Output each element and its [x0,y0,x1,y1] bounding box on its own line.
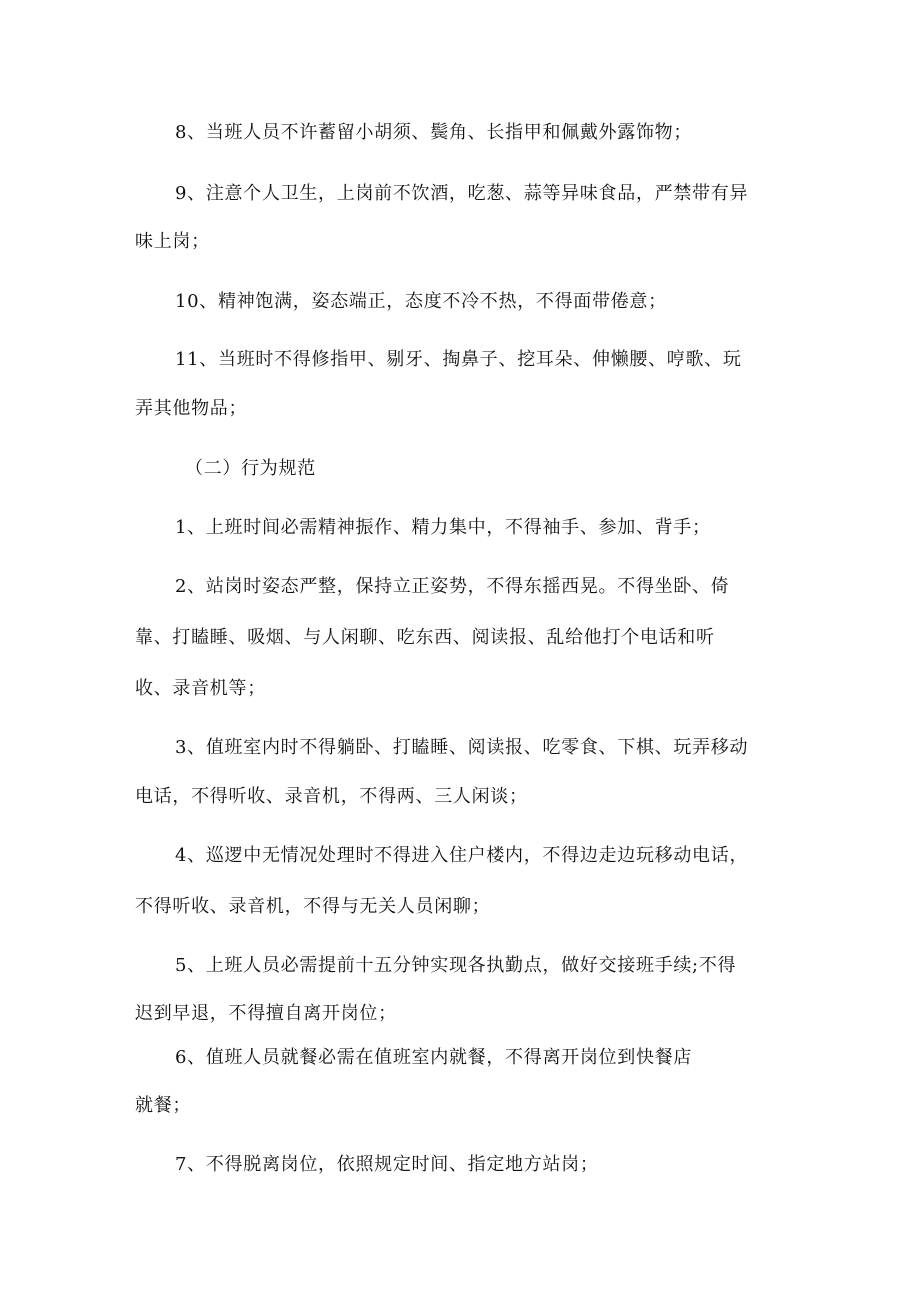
behavior-item-2-line-3: 收、录音机等； [135,678,266,699]
behavior-item-4-line-2: 不得听收、录音机，不得与无关人员闲聊； [135,896,491,917]
behavior-item-1-line-1: 1、上班时间必需精神振作、精力集中，不得袖手、参加、背手； [175,517,711,538]
rule-item-11-line-2: 弄其他物品； [135,398,248,419]
behavior-item-2-line-2: 靠、打瞌睡、吸烟、与人闲聊、吃东西、阅读报、乱给他打个电话和听 [135,627,715,648]
behavior-item-5-line-2: 迟到早退，不得擅自离开岗位； [135,1003,397,1024]
rule-item-8-line-1: 8、当班人员不许蓄留小胡须、鬓角、长指甲和佩戴外露饰物； [175,122,693,143]
rule-item-9-line-2: 味上岗； [135,231,210,252]
rule-item-10-line-1: 10、精神饱满，姿态端正，态度不冷不热，不得面带倦意； [175,291,667,312]
behavior-item-3-line-1: 3、值班室内时不得躺卧、打瞌睡、阅读报、吃零食、下棋、玩弄移动 [175,737,749,758]
behavior-item-2-line-1: 2、站岗时姿态严整，保持立正姿势，不得东摇西晃。不得坐卧、倚 [175,576,730,597]
behavior-item-5-line-1: 5、上班人员必需提前十五分钟实现各执勤点，做好交接班手续;不得 [175,955,737,976]
behavior-item-6-line-2: 就餐； [135,1095,192,1116]
behavior-item-7-line-1: 7、不得脱离岗位，依照规定时间、指定地方站岗； [175,1154,599,1175]
behavior-item-3-line-2: 电话，不得听收、录音机，不得两、三人闲谈； [135,786,528,807]
behavior-item-4-line-1: 4、巡逻中无情况处理时不得进入住户楼内，不得边走边玩移动电话， [175,845,749,866]
rule-item-9-line-1: 9、注意个人卫生，上岗前不饮酒，吃葱、蒜等异味食品，严禁带有异 [175,183,749,204]
rule-item-11-line-1: 11、当班时不得修指甲、剔牙、掏鼻子、挖耳朵、伸懒腰、哼歌、玩 [175,349,742,370]
section-heading: （二）行为规范 [185,458,316,479]
behavior-item-6-line-1: 6、值班人员就餐必需在值班室内就餐，不得离开岗位到快餐店 [175,1047,693,1068]
